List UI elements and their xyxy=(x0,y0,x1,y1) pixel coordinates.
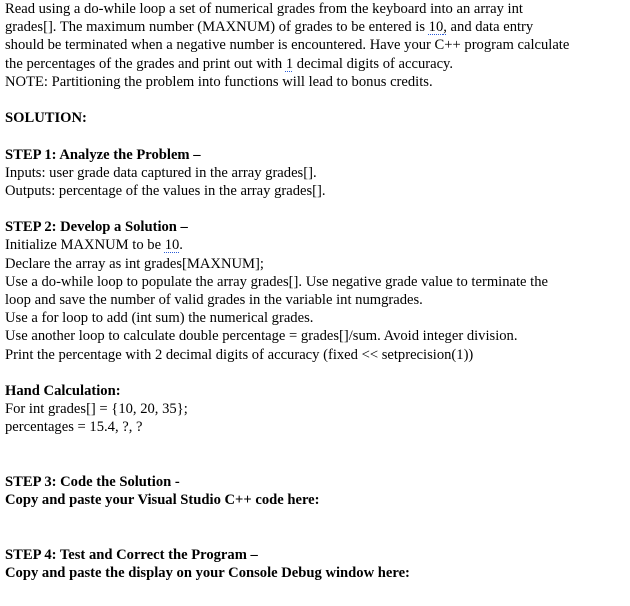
step2-line-2: Declare the array as int grades[MAXNUM]; xyxy=(5,255,264,272)
step2-line-7: Print the percentage with 2 decimal digits of accuracy (fixed << setprecision(1)) xyxy=(5,346,474,363)
problem-text: grades[]. The maximum number (MAXNUM) of grades to be entered is xyxy=(5,19,429,36)
step2-heading: STEP 2: Develop a Solution – xyxy=(5,219,188,236)
problem-line-1 xyxy=(5,0,627,18)
hand-calc-line-1: For int grades[] = {10, 20, 35}; xyxy=(5,401,188,418)
step2-line-6: Use another loop to calculate double percentage = grades[]/sum. Avoid integer division. xyxy=(5,328,518,345)
step2-line-1 xyxy=(5,236,627,254)
problem-line-3 xyxy=(5,36,627,54)
problem-line-4 xyxy=(5,55,627,73)
spacer xyxy=(5,364,627,382)
problem-note xyxy=(5,73,627,91)
maxnum-value: 10 xyxy=(428,19,444,36)
step4-instruction: Copy and paste the display on your Console Debug window here: xyxy=(5,564,410,581)
maxnum-separator: , xyxy=(443,19,447,36)
problem-text: should be terminated when a negative number is encountered. Have your C++ program calculate xyxy=(5,37,570,54)
step2-line-4: loop and save the number of valid grades in the variable int numgrades. xyxy=(5,292,423,308)
maxnum-init-value: 10 xyxy=(164,237,180,254)
document-body xyxy=(5,0,627,582)
step1-inputs: Inputs: user grade data captured in the array grades[]. xyxy=(5,164,317,181)
hand-calc-heading: Hand Calculation: xyxy=(5,382,121,399)
step1-heading: STEP 1: Analyze the Problem – xyxy=(5,146,201,163)
step3-instruction: Copy and paste your Visual Studio C++ code here: xyxy=(5,492,320,509)
problem-text: the percentages of the grades and print out with xyxy=(5,55,286,72)
step3-heading: STEP 3: Code the Solution - xyxy=(5,473,180,490)
step1-outputs: Outputs: percentage of the values in the array grades[]. xyxy=(5,182,326,199)
step2-line-3: Use a do-while loop to populate the array grades[]. Use negative grade value to terminate the xyxy=(5,273,549,290)
solution-heading: SOLUTION: xyxy=(5,110,87,127)
step4-heading: STEP 4: Test and Correct the Program – xyxy=(5,546,258,563)
problem-text: decimal digits of accuracy. xyxy=(293,55,454,72)
problem-line-2 xyxy=(5,18,627,36)
step2-line-5: Use a for loop to add (int sum) the numerical grades. xyxy=(5,310,314,327)
spacer xyxy=(5,127,627,145)
hand-calc-line-2: percentages = 15.4, ?, ? xyxy=(5,419,143,436)
note-text: NOTE: Partitioning the problem into functions will lead to bonus credits. xyxy=(5,73,433,90)
step2-text: . xyxy=(179,237,183,254)
spacer xyxy=(5,437,627,473)
decimal-digits-value: 1 xyxy=(285,55,294,72)
spacer xyxy=(5,200,627,218)
step2-text: Initialize MAXNUM to be xyxy=(5,237,165,254)
problem-text: Read using a do-while loop a set of numerical grades from the keyboard into an array int xyxy=(5,1,523,17)
spacer xyxy=(5,91,627,109)
problem-text: and data entry xyxy=(446,19,534,36)
spacer xyxy=(5,509,627,545)
